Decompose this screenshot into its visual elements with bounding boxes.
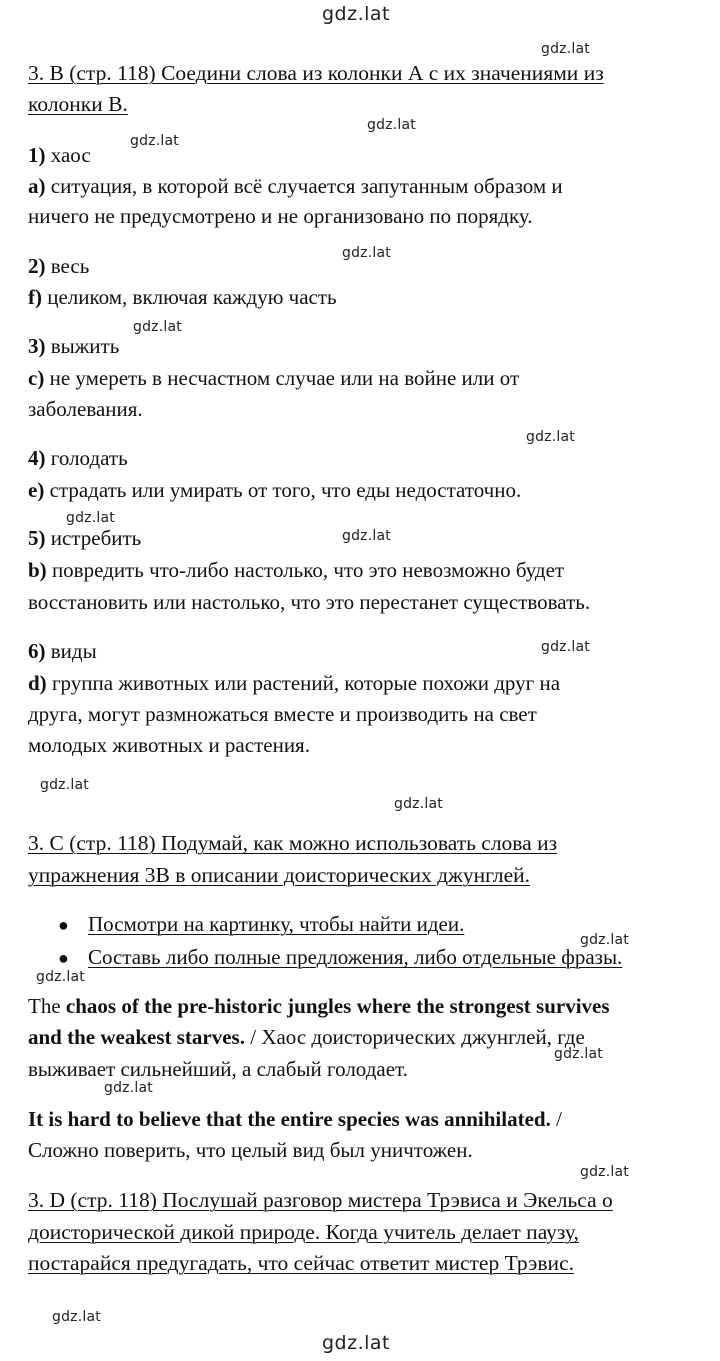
watermark: gdz.lat bbox=[104, 1080, 153, 1096]
bullet-icon: ● bbox=[58, 915, 69, 935]
watermark-top: gdz.lat bbox=[322, 3, 391, 25]
watermark: gdz.lat bbox=[342, 528, 391, 544]
match-definition: c) не умереть в несчастном случае или на войне или от bbox=[28, 366, 520, 390]
watermark: gdz.lat bbox=[40, 777, 89, 793]
example-sentence: The chaos of the pre-historic jungles where the strongest survives bbox=[28, 994, 610, 1018]
section-b-heading-line2: колонки B. bbox=[28, 92, 128, 116]
example-sentence: It is hard to believe that the entire species was annihilated. / bbox=[28, 1107, 562, 1131]
watermark: gdz.lat bbox=[36, 969, 85, 985]
match-word: 6) виды bbox=[28, 639, 97, 663]
watermark: gdz.lat bbox=[342, 245, 391, 261]
match-word: 1) хаос bbox=[28, 143, 91, 167]
example-sentence-cont: and the weakest starves. / Хаос доисторических джунглей, где bbox=[28, 1025, 585, 1049]
watermark: gdz.lat bbox=[52, 1309, 101, 1325]
match-definition-cont: восстановить или настолько, что это перестанет существовать. bbox=[28, 590, 591, 614]
match-definition: e) страдать или умирать от того, что еды недостаточно. bbox=[28, 478, 522, 502]
bullet-item: ● Посмотри на картинку, чтобы найти идеи. bbox=[58, 909, 464, 940]
match-word: 3) выжить bbox=[28, 334, 120, 358]
match-definition-cont: друга, могут размножаться вместе и производить на свет bbox=[28, 702, 537, 726]
bullet-item: ● Составь либо полные предложения, либо отдельные фразы. bbox=[58, 942, 622, 973]
watermark: gdz.lat bbox=[130, 133, 179, 149]
watermark: gdz.lat bbox=[554, 1046, 603, 1062]
watermark: gdz.lat bbox=[541, 639, 590, 655]
watermark: gdz.lat bbox=[367, 117, 416, 133]
section-d-heading-line1: 3. D (стр. 118) Послушай разговор мистера Трэвиса и Экельса о bbox=[28, 1188, 613, 1212]
match-word: 4) голодать bbox=[28, 446, 128, 470]
section-c-heading-line2: упражнения 3B в описании доисторических джунглей. bbox=[28, 863, 531, 887]
watermark: gdz.lat bbox=[394, 796, 443, 812]
watermark: gdz.lat bbox=[133, 319, 182, 335]
match-word: 2) весь bbox=[28, 254, 90, 278]
match-definition: f) целиком, включая каждую часть bbox=[28, 285, 337, 309]
match-definition: d) группа животных или растений, которые похожи друг на bbox=[28, 671, 561, 695]
section-c-heading-line1: 3. C (стр. 118) Подумай, как можно использовать слова из bbox=[28, 831, 558, 855]
bullet-icon: ● bbox=[58, 948, 69, 968]
match-definition: b) повредить что-либо настолько, что это невозможно будет bbox=[28, 558, 565, 582]
watermark: gdz.lat bbox=[526, 429, 575, 445]
match-definition-cont: молодых животных и растения. bbox=[28, 733, 310, 757]
section-d-heading-line2: доисторической дикой природе. Когда учитель делает паузу, bbox=[28, 1220, 579, 1244]
watermark: gdz.lat bbox=[66, 510, 115, 526]
section-b-heading-line1: 3. B (стр. 118) Соедини слова из колонки А с их значениями из bbox=[28, 61, 604, 85]
watermark: gdz.lat bbox=[580, 1164, 629, 1180]
watermark-bottom: gdz.lat bbox=[322, 1332, 391, 1354]
match-definition-cont: заболевания. bbox=[28, 397, 143, 421]
watermark: gdz.lat bbox=[580, 932, 629, 948]
section-d-heading-line3: постарайся предугадать, что сейчас ответит мистер Трэвис. bbox=[28, 1251, 574, 1275]
match-definition: a) ситуация, в которой всё случается запутанным образом и bbox=[28, 174, 563, 198]
example-translation: Сложно поверить, что целый вид был уничтожен. bbox=[28, 1138, 473, 1162]
match-word: 5) истребить bbox=[28, 526, 142, 550]
example-translation: выживает сильнейший, а слабый голодает. bbox=[28, 1057, 408, 1081]
match-definition-cont: ничего не предусмотрено и не организовано по порядку. bbox=[28, 204, 533, 228]
watermark: gdz.lat bbox=[541, 41, 590, 57]
